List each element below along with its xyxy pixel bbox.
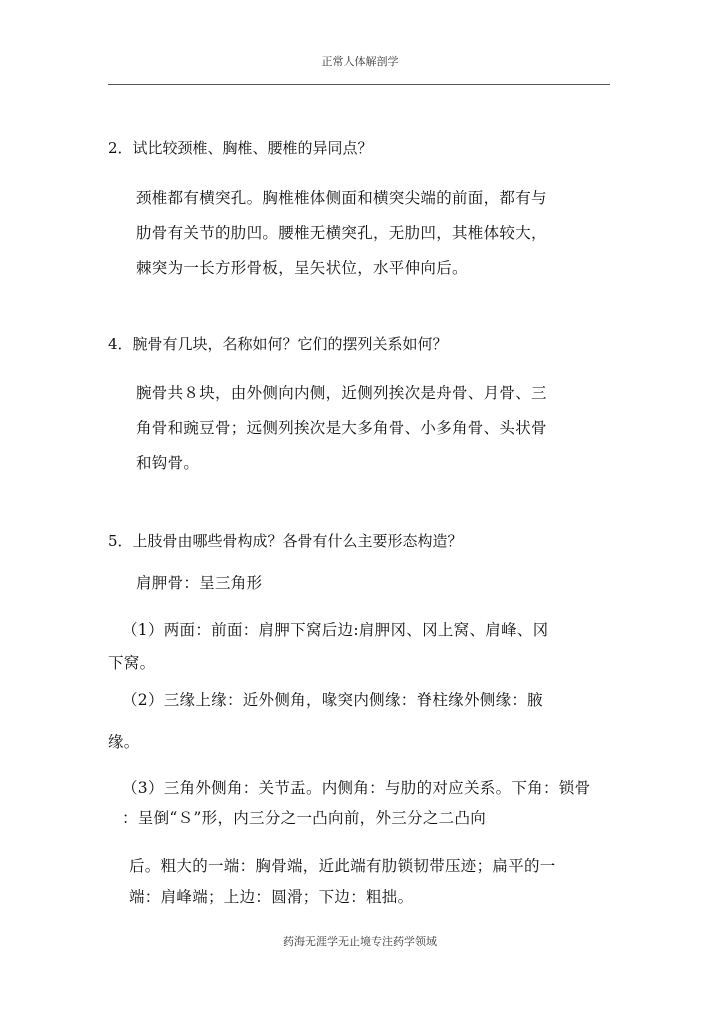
page-footer: 药海无涯学无止境专注药学领域: [283, 935, 437, 948]
answer-5-line-6: （3）三角外侧角：关节盂。内侧角：与肋的对应关系。下角：锁骨: [122, 779, 591, 797]
answer-5-line-5: 缘。: [108, 733, 140, 751]
question-2: 2．试比较颈椎、胸椎、腰椎的异同点？: [108, 139, 373, 157]
answer-4-line-3: 和钩骨。: [136, 454, 200, 472]
answer-4-line-2: 角骨和豌豆骨；远侧列挨次是大多角骨、小多角骨、头状骨: [136, 419, 547, 437]
answer-2-line-3: 棘突为一长方形骨板，呈矢状位，水平伸向后。: [136, 259, 468, 277]
answer-5-line-2: （1）两面：前面：肩胛下窝后边:肩胛冈、冈上窝、肩峰、冈: [122, 621, 549, 639]
answer-5-line-8: 后。粗大的一端：胸骨端，近此端有肋锁韧带压迹；扁平的一: [129, 857, 556, 875]
answer-4-line-1: 腕骨共８块，由外侧向内侧，近侧列挨次是舟骨、月骨、三: [136, 384, 547, 402]
answer-5-line-7: ：呈倒“Ｓ”形，内三分之一凸向前，外三分之二凸向: [122, 809, 487, 827]
answer-2-line-1: 颈椎都有横突孔。胸椎椎体侧面和横突尖端的前面，都有与: [136, 189, 547, 207]
answer-5-line-1: 肩胛骨：呈三角形: [136, 574, 263, 592]
question-5: 5．上肢骨由哪些骨构成？各骨有什么主要形态构造？: [108, 532, 463, 550]
answer-5-line-3: 下窝。: [108, 654, 156, 672]
answer-5-line-9: 端：肩峰端；上边：圆滑；下边：粗拙。: [129, 888, 414, 906]
page-header: 正常人体解剖学: [321, 55, 399, 68]
question-4: 4．腕骨有几块，名称如何？它们的摆列关系如何？: [108, 335, 448, 353]
answer-5-line-4: （2）三缘上缘：近外侧角，喙突内侧缘：脊柱缘外侧缘：腋: [122, 691, 543, 709]
header-divider: [108, 84, 610, 85]
answer-2-line-2: 肋骨有关节的肋凹。腰椎无横突孔，无肋凹，其椎体较大，: [136, 224, 547, 242]
